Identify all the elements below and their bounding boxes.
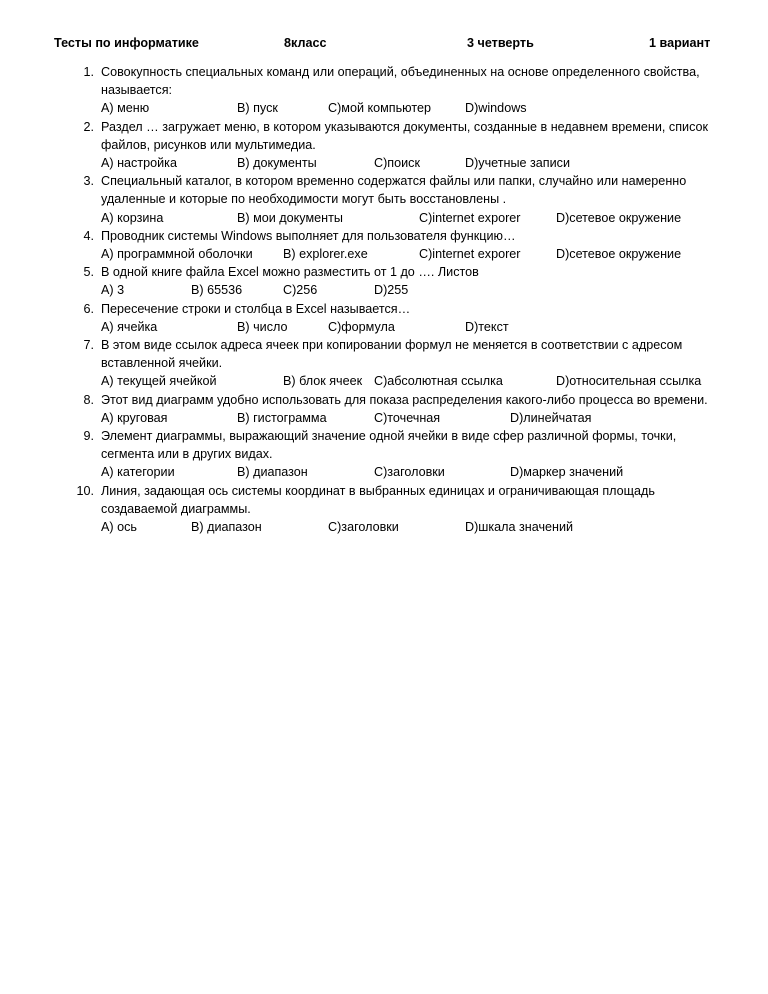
question-item xyxy=(0,482,768,537)
answer-option-c: С)мой компьютер xyxy=(328,101,431,116)
answer-options xyxy=(101,463,728,481)
question-number: 2. xyxy=(83,119,94,134)
answer-options xyxy=(101,409,728,427)
answer-option-a: А) меню xyxy=(101,101,150,116)
answer-option-c: С)заголовки xyxy=(328,519,399,534)
answer-option-d: D)относительная ссылка xyxy=(556,374,702,389)
answer-option-b: В) 65536 xyxy=(191,283,243,298)
question-item xyxy=(0,263,768,299)
answer-option-c: С)абсолютная ссылка xyxy=(374,374,503,389)
answer-options xyxy=(101,372,728,390)
header-variant: 1 вариант xyxy=(649,36,711,50)
answer-option-a: А) ячейка xyxy=(101,319,158,334)
answer-option-b: В) диапазон xyxy=(237,465,308,480)
answer-option-a: А) 3 xyxy=(101,283,125,298)
question-number: 1. xyxy=(83,65,94,79)
question-number: 4. xyxy=(83,228,94,243)
answer-option-b: В) число xyxy=(237,319,288,334)
answer-options xyxy=(101,154,728,172)
question-item xyxy=(0,118,768,173)
question-number: 9. xyxy=(83,428,94,443)
answer-option-b: В) гистограмма xyxy=(237,410,327,425)
answer-options xyxy=(101,281,728,299)
question-text: Пересечение строки и столбца в Excel называется… xyxy=(101,301,411,316)
question-text: Этот вид диаграмм удобно использовать для показа распределения какого-либо процесса во времени. xyxy=(101,392,708,407)
question-text: В одной книге файла Excel можно разместить от 1 до …. Листов xyxy=(101,265,479,280)
question-item xyxy=(0,427,768,482)
answer-option-a: А) круговая xyxy=(101,410,168,425)
header-subject: Тесты по информатике xyxy=(54,36,199,50)
question-item xyxy=(0,63,768,118)
test-header xyxy=(0,34,768,52)
question-number: 5. xyxy=(83,265,94,280)
question-text: Элемент диаграммы, выражающий значение одной ячейки в виде сфер различной формы, точки, сегмента или в других видах. xyxy=(101,428,677,462)
answer-option-d: D)255 xyxy=(374,283,409,298)
answer-option-a: А) текущей ячейкой xyxy=(101,374,217,389)
question-number: 6. xyxy=(83,301,94,316)
question-item xyxy=(0,172,768,227)
answer-option-a: А) программной оболочки xyxy=(101,246,253,261)
answer-option-d: D)сетевое окружение xyxy=(556,210,682,225)
question-number: 8. xyxy=(83,392,94,407)
header-grade: 8класс xyxy=(284,36,327,50)
answer-options xyxy=(101,518,728,536)
answer-option-b: В) explorer.exe xyxy=(283,246,368,261)
answer-options xyxy=(101,99,728,117)
question-list xyxy=(0,63,768,536)
answer-option-a: А) корзина xyxy=(101,210,164,225)
answer-option-d: D)маркер значений xyxy=(510,465,624,480)
question-item xyxy=(0,300,768,336)
question-text: Совокупность специальных команд или операций, объединенных на основе определенного свойства, называется: xyxy=(101,65,700,98)
answer-option-c: С)точечная xyxy=(374,410,441,425)
question-item xyxy=(0,391,768,427)
answer-option-c: С)поиск xyxy=(374,156,420,170)
answer-option-c: С)256 xyxy=(283,283,318,298)
answer-option-c: С)заголовки xyxy=(374,465,445,480)
question-number: 10. xyxy=(76,483,94,498)
answer-option-d: D)шкала значений xyxy=(465,519,574,534)
answer-option-a: А) ось xyxy=(101,519,137,534)
question-item xyxy=(0,336,768,391)
answer-option-b: В) пуск xyxy=(237,101,278,116)
answer-option-c: С)internet exporer xyxy=(419,246,521,261)
answer-option-c: С)формула xyxy=(328,319,395,334)
answer-options xyxy=(101,245,728,263)
answer-options xyxy=(101,209,728,227)
question-text: Раздел … загружает меню, в котором указываются документы, созданные в недавнем времени, список файлов, рисунков или мультимедиа. xyxy=(101,119,709,152)
answer-option-b: В) диапазон xyxy=(191,519,262,534)
answer-option-b: В) блок ячеек xyxy=(283,374,363,389)
question-text: Проводник системы Windows выполняет для пользователя функцию… xyxy=(101,228,516,243)
answer-option-d: D)windows xyxy=(465,101,527,116)
answer-option-a: А) категории xyxy=(101,465,175,480)
question-number: 3. xyxy=(83,174,94,189)
answer-option-b: В) мои документы xyxy=(237,210,343,225)
answer-option-d: D)линейчатая xyxy=(510,410,592,425)
question-text: В этом виде ссылок адреса ячеек при копировании формул не меняется в соответствии с адресом вставленной ячейки. xyxy=(101,337,683,371)
question-number: 7. xyxy=(83,337,94,352)
answer-option-d: D)учетные записи xyxy=(465,156,570,170)
header-quarter: 3 четверть xyxy=(467,36,534,50)
answer-options xyxy=(101,318,728,336)
question-text: Линия, задающая ось системы координат в выбранных единицах и ограничивающая площадь создаваемой диаграммы. xyxy=(101,483,655,516)
answer-option-d: D)сетевое окружение xyxy=(556,246,682,261)
answer-option-a: А) настройка xyxy=(101,156,177,170)
answer-option-c: С)internet exporer xyxy=(419,210,521,225)
question-item xyxy=(0,227,768,263)
answer-option-b: В) документы xyxy=(237,156,317,170)
answer-option-d: D)текст xyxy=(465,319,509,334)
question-text: Специальный каталог, в котором временно содержатся файлы или папки, случайно или намеренно удаленные и которые по необходимости могут быть восстановлены . xyxy=(101,174,687,207)
